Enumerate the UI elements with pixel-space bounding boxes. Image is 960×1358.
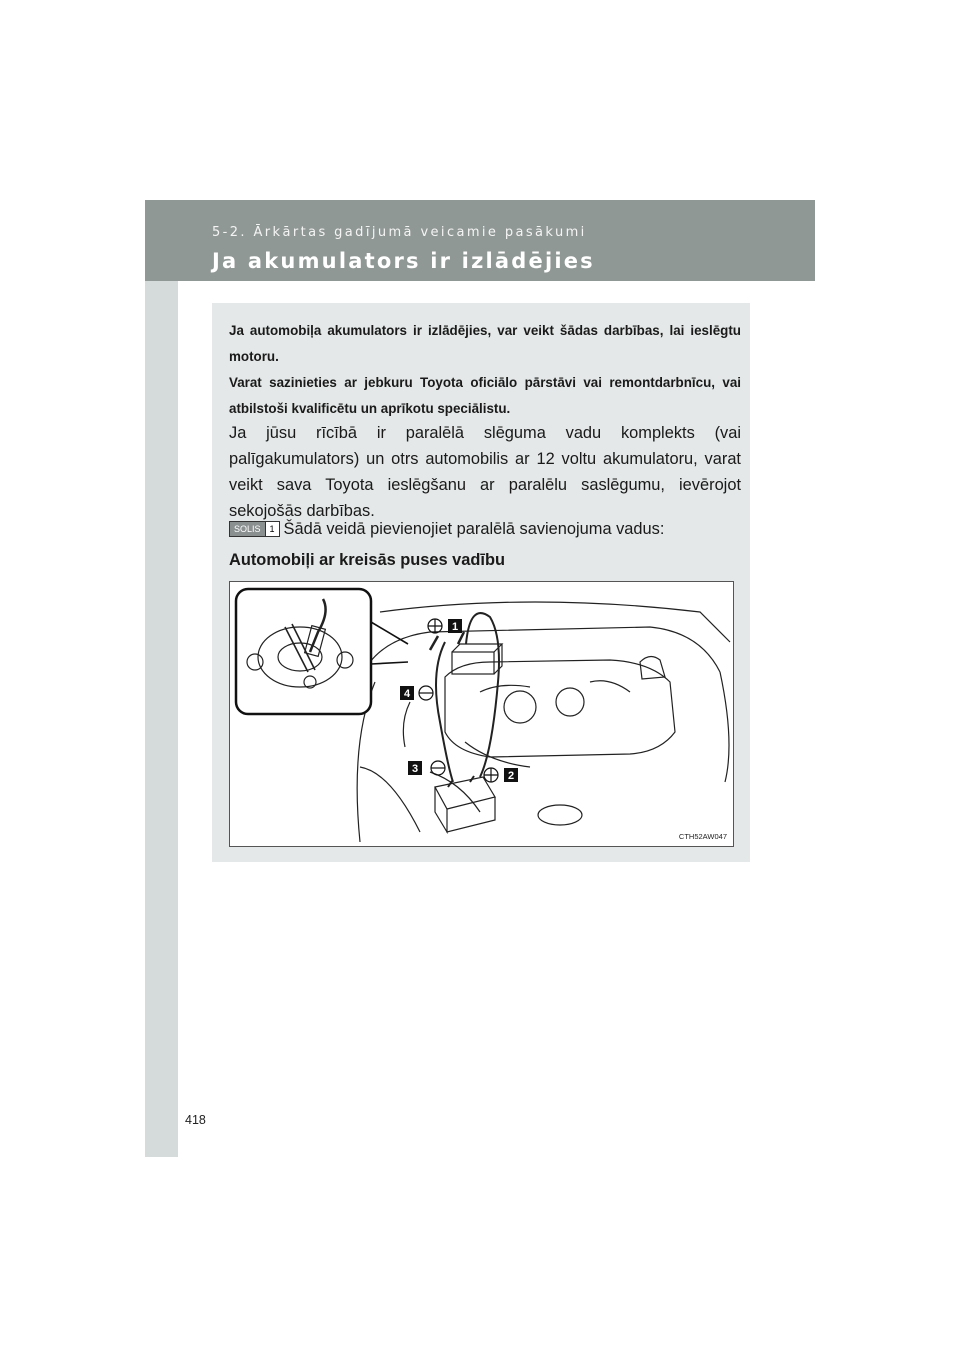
callout-2: 2	[507, 770, 515, 782]
callout-4: 4	[403, 688, 411, 700]
step-instruction	[229, 516, 741, 542]
engine-illustration	[230, 582, 733, 846]
body-paragraph: Ja jūsu rīcībā ir paralēlā slēguma vadu komplekts (vai palīgakumulators) un otrs automobilis ar 12 voltu akumulatoru, varat veikt sava Toyota ieslēgšanu ar paralēlu saslēgumu, ievērojot sekojošās darbības.	[229, 424, 741, 520]
engine-figure	[229, 581, 734, 847]
callout-3: 3	[411, 763, 419, 775]
step-badge-number: 1	[265, 522, 279, 536]
page-title: Ja akumulators ir izlādējies	[212, 249, 595, 273]
section-label: 5-2. Ārkārtas gadījumā veicamie pasākumi	[212, 225, 587, 240]
subheading: Automobiļi ar kreisās puses vadību	[229, 551, 505, 569]
intro-line-2: Varat sazinieties ar jebkuru Toyota oficiālo pārstāvi vai remontdarbnīcu, vai atbilstoši kvalificētu un aprīkotu speciālistu.	[229, 375, 741, 416]
figure-code: CTH52AW047	[678, 832, 727, 841]
callout-1: 1	[451, 621, 459, 633]
step-badge-label: SOLIS	[230, 522, 265, 536]
step-badge	[229, 521, 280, 537]
page-number: 418	[185, 1113, 206, 1127]
intro-line-1: Ja automobiļa akumulators ir izlādējies, var veikt šādas darbības, lai ieslēgtu motoru.	[229, 323, 741, 364]
intro-paragraph	[229, 318, 741, 422]
page-side-strip	[145, 200, 178, 1157]
step-text: Šādā veidā pievienojiet paralēlā savienojuma vadus:	[283, 520, 665, 538]
